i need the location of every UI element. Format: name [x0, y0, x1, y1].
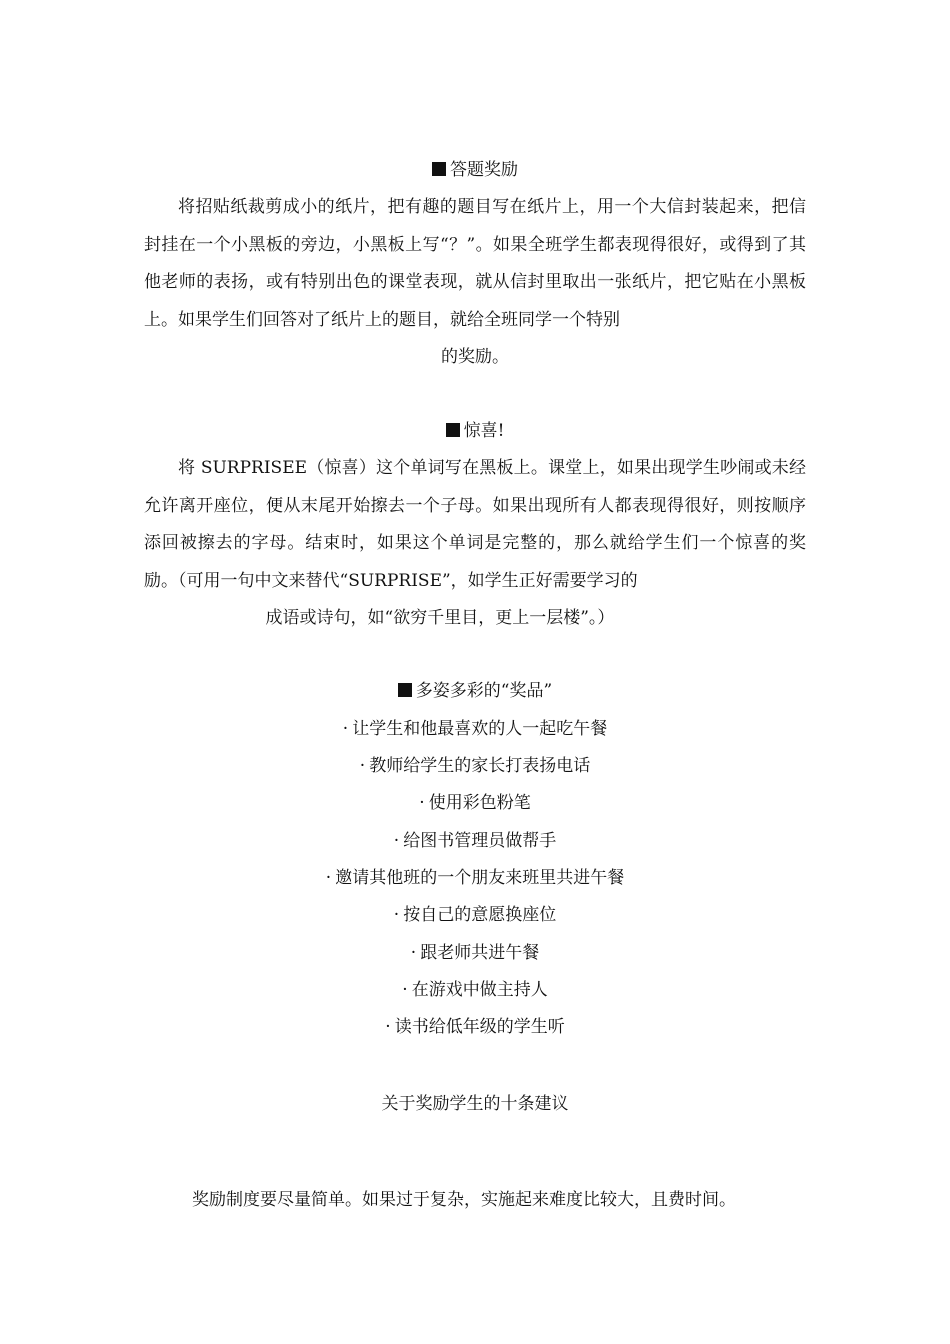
section-heading-surprise — [0, 419, 950, 443]
list-item: · 按自己的意愿换座位 — [0, 903, 950, 927]
list-item: · 给图书管理员做帮手 — [0, 829, 950, 853]
list-item: · 在游戏中做主持人 — [0, 978, 950, 1002]
black-square-icon — [398, 683, 412, 697]
paragraph-surprise — [144, 450, 806, 638]
black-square-icon — [446, 423, 460, 437]
heading-text: 多姿多彩的“奖品” — [415, 681, 553, 701]
paragraph-text: 将招贴纸裁剪成小的纸片，把有趣的题目写在纸片上，用一个大信封装起来，把信封挂在一个小黑板的旁边，小黑板上写“？”。如果全班学生都表现得很好，或得到了其他老师的表扬，或有特别出色的课堂表现，就从信封里取出一张纸片，把它贴在小黑板上。如果学生们回答对了纸片上的题目，就给全班同学一个特别 — [144, 197, 806, 330]
paragraph-last-line: 的奖励。 — [441, 347, 509, 367]
list-item: · 读书给低年级的学生听 — [0, 1015, 950, 1039]
paragraph-last-line: 成语或诗句，如“欲穷千里目，更上一层楼”。） — [265, 608, 615, 628]
list-item: · 跟老师共进午餐 — [0, 941, 950, 965]
paragraph-answer-reward — [144, 189, 806, 377]
list-item: · 教师给学生的家长打表扬电话 — [0, 754, 950, 778]
black-square-icon — [432, 162, 446, 176]
section-heading-answer-reward — [0, 158, 950, 182]
paragraph-text: 将 SURPRISEE（惊喜）这个单词写在黑板上。课堂上，如果出现学生吵闹或未经允许离开座位，便从末尾开始擦去一个子母。如果出现所有人都表现得很好，则按顺序添回被擦去的字母。结束时，如果这个单词是完整的，那么就给学生们一个惊喜的奖励。（可用一句中文来替代“SURPRISE”，如学生正好需要学习的 — [144, 458, 806, 591]
section-heading-prizes — [0, 679, 950, 703]
heading-text: 惊喜! — [463, 421, 505, 441]
paragraph-simple-reward: 奖励制度要尽量简单。如果过于复杂，实施起来难度比较大，且费时间。 — [192, 1190, 736, 1210]
list-item: · 邀请其他班的一个朋友来班里共进午餐 — [0, 866, 950, 890]
list-item: · 让学生和他最喜欢的人一起吃午餐 — [0, 717, 950, 741]
section-title-ten-suggestions: 关于奖励学生的十条建议 — [381, 1094, 569, 1114]
list-item: · 使用彩色粉笔 — [0, 791, 950, 815]
heading-text: 答题奖励 — [450, 160, 518, 180]
